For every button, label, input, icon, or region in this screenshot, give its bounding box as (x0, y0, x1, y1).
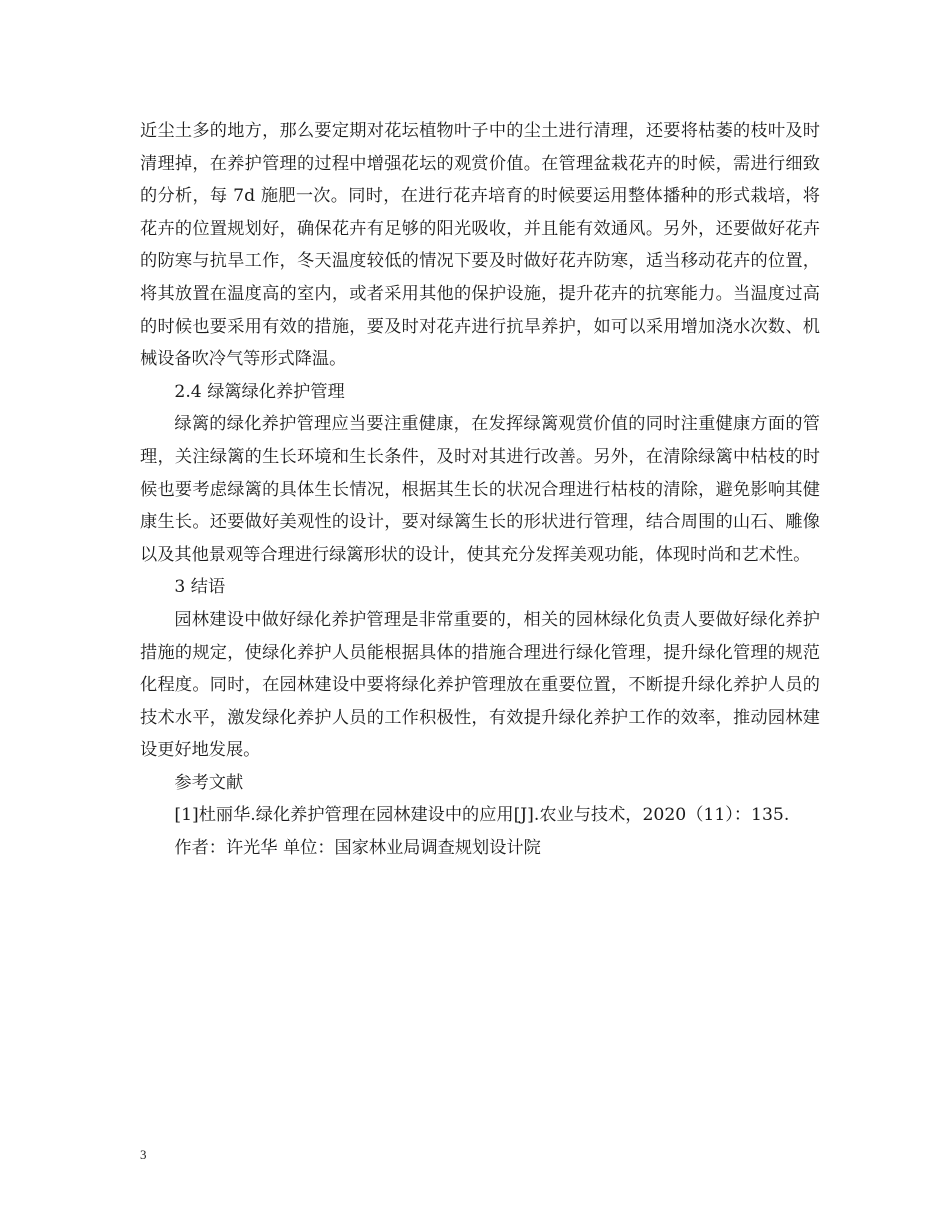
section-heading-conclusion: 3 结语 (174, 577, 226, 598)
document-body (140, 115, 820, 865)
section-heading-2-4: 2.4 绿篱绿化养护管理 (174, 381, 345, 402)
paragraph-conclusion: 园林建设中做好绿化养护管理是非常重要的，相关的园林绿化负责人要做好绿化养护措施的规定，使绿化养护人员能根据具体的措施合理进行绿化管理，提升绿化管理的规范化程度。同时，在园林建设中要将绿化养护管理放在重要位置，不断提升绿化养护人员的技术水平，激发绿化养护人员的工作积极性，有效提升绿化养护工作的效率，推动园林建设更好地发展。 (140, 609, 820, 761)
page-number: 3 (140, 1147, 147, 1162)
reference-item: [1]杜丽华.绿化养护管理在园林建设中的应用[J].农业与技术，2020（11）：135. (174, 805, 790, 826)
paragraph-hedge-maintenance: 绿篱的绿化养护管理应当要注重健康，在发挥绿篱观赏价值的同时注重健康方面的管理，关注绿篱的生长环境和生长条件，及时对其进行改善。另外，在清除绿篱中枯枝的时候也要考虑绿篱的具体生长情况，根据其生长的状况合理进行枯枝的清除，避免影响其健康生长。还要做好美观性的设计，要对绿篱生长的形状进行管理，结合周围的山石、雕像以及其他景观等合理进行绿篱形状的设计，使其充分发挥美观功能，体现时尚和艺术性。 (140, 414, 820, 565)
author-line: 作者：许光华 单位：国家林业局调查规划设计院 (174, 838, 541, 859)
references-heading: 参考文献 (174, 772, 244, 793)
paragraph-flower-maintenance: 近尘土多的地方，那么要定期对花坛植物叶子中的尘土进行清理，还要将枯萎的枝叶及时清理掉，在养护管理的过程中增强花坛的观赏价值。在管理盆栽花卉的时候，需进行细致的分析，每 7d 施肥一次。同时，在进行花卉培育的时候要运用整体播种的形式栽培，将花卉的位置规划好，确保花卉有足够的阳光吸收，并且能有效通风。另外，还要做好花卉的防寒与抗旱工作，冬天温度较低的情况下要及时做好花卉防寒，适当移动花卉的位置，将其放置在温度高的室内，或者采用其他的保护设施，提升花卉的抗寒能力。当温度过高的时候也要采用有效的措施，要及时对花卉进行抗旱养护，如可以采用增加浇水次数、机械设备吹冷气等形式降温。 (140, 121, 820, 370)
